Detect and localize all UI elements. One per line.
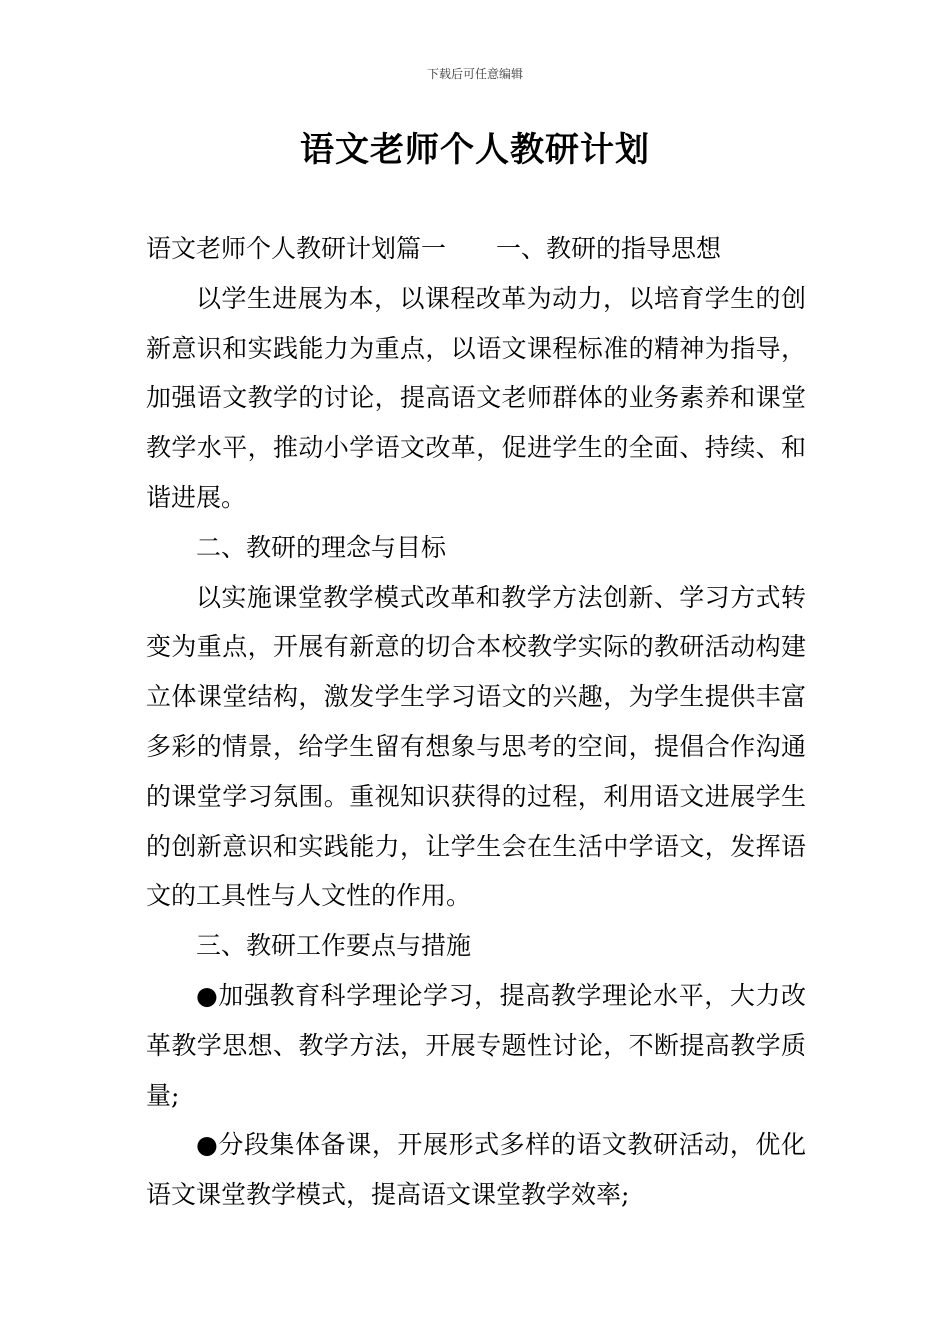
intro-line [146,224,806,274]
part-label: 语文老师个人教研计划篇一 [146,234,447,263]
bullet-item-theory-study: ●加强教育科学理论学习，提高教学理论水平，大力改革教学思想、教学方法，开展专题性讨论，不断提高教学质量; [146,980,806,1110]
paragraph-guiding-thought: 以学生进展为本，以课程改革为动力，以培育学生的创新意识和实践能力为重点，以语文课程标准的精神为指导，加强语文教学的讨论，提高语文老师群体的业务素养和课堂教学水平，推动小学语文改革，促进学生的全面、持续、和谐进展。 [146,283,806,512]
section-heading-1: 一、教研的指导思想 [496,234,722,263]
header-note: 下载后可任意编辑 [426,67,523,81]
paragraph-concept-goals: 以实施课堂教学模式改革和教学方法创新、学习方式转变为重点，开展有新意的切合本校教学实际的教研活动构建立体课堂结构，激发学生学习语文的兴趣，为学生提供丰富多彩的情景，给学生留有想象与思考的空间，提倡合作沟通的课堂学习氛围。重视知识获得的过程，利用语文进展学生的创新意识和实践能力，让学生会在生活中学语文，发挥语文的工具性与人文性的作用。 [146,582,806,911]
document-title: 语文老师个人教研计划 [300,130,650,170]
section-heading-2: 二、教研的理念与目标 [196,532,447,562]
document-body [146,224,806,1220]
section-heading-3: 三、教研工作要点与措施 [196,931,472,961]
bullet-item-lesson-prep: ●分段集体备课，开展形式多样的语文教研活动，优化语文课堂教学模式，提高语文课堂教学效率; [146,1130,806,1210]
